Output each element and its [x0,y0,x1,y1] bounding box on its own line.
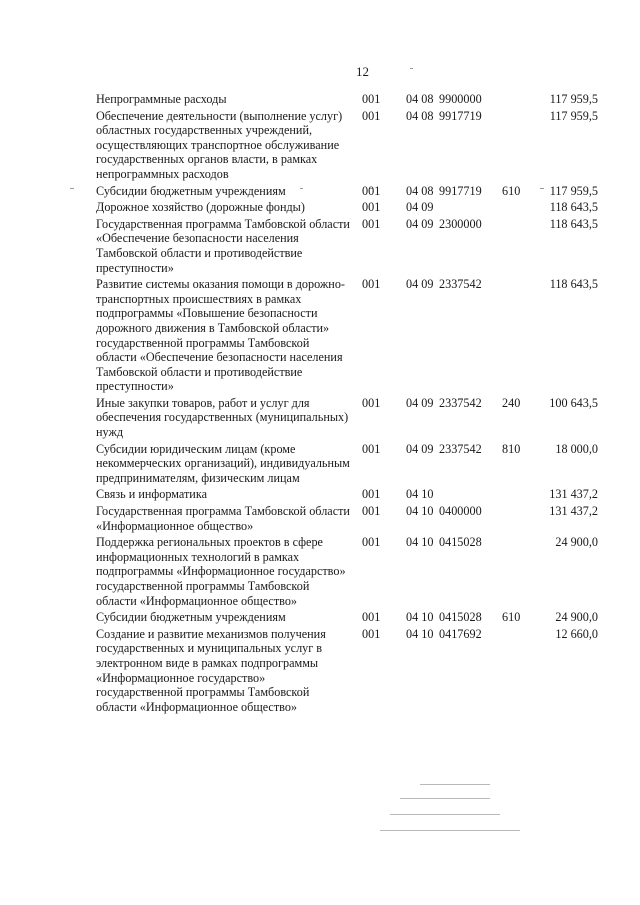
row-name: Государственная программа Тамбовской области «Обеспечение безопасности населения Тамбовской области и противодействие преступности» [96,216,350,275]
page-number: 12 [356,64,369,79]
target-article-code: 0415028 [439,610,482,625]
section-code: 04 09 [406,200,434,215]
row-name: Создание и развитие механизмов получения государственных и муниципальных услуг в электронном виде в рамках подпрограммы «Информационное государство» государственной программы Тамбовской области «Информационное общество» [96,626,326,714]
row-name: Развитие системы оказания помощи в дорожно-транспортных происшествиях в рамках подпрограммы «Повышение безопасности дорожного движения в Тамбовской области» государственной программы Тамбовской области «Обеспечение безопасности населения Тамбовской области и противодействие преступности» [96,277,345,394]
target-article-code: 0417692 [439,626,482,641]
amount: 118 643,5 [549,200,598,215]
faint-stamp-marks [380,780,530,840]
table-row [96,200,616,217]
row-name: Обеспечение деятельности (выполнение услуг) областных государственных учреждений, осуществляющих транспортное обслуживание государственных органов власти, в рамках непрограммных расходов [96,108,343,181]
expense-type-code: 610 [502,610,521,625]
ministry-code: 001 [362,626,381,641]
target-article-code: 9917719 [439,183,482,198]
section-code: 04 08 [406,108,434,123]
scan-mark [410,68,413,69]
section-code: 04 10 [406,626,434,641]
section-code: 04 08 [406,92,434,106]
amount: 118 643,5 [549,277,598,292]
stamp-line [390,814,500,815]
ministry-code: 001 [362,183,381,198]
scan-mark [70,188,74,189]
ministry-code: 001 [362,92,381,106]
table-row [96,487,616,504]
row-name: Субсидии бюджетным учреждениям [96,610,286,625]
section-code: 04 08 [406,183,434,198]
table-row [96,109,616,184]
row-name: Поддержка региональных проектов в сфере информационных технологий в рамках подпрограммы «Информационное государство» государственной программы Тамбовской области «Информационное общество» [96,535,346,608]
amount: 131 437,2 [549,504,598,519]
expense-type-code: 610 [502,183,521,198]
table-row [96,610,616,627]
expense-type-code: 240 [502,395,521,410]
section-code: 04 10 [406,487,434,502]
ministry-code: 001 [362,610,381,625]
ministry-code: 001 [362,108,381,123]
amount: 100 643,5 [549,395,598,410]
ministry-code: 001 [362,535,381,550]
target-article-code: 2337542 [439,395,482,410]
ministry-code: 001 [362,216,381,231]
amount: 12 660,0 [555,626,598,641]
amount: 117 959,5 [549,108,598,123]
section-code: 04 10 [406,610,434,625]
stamp-line [400,798,490,799]
row-name: Субсидии бюджетным учреждениям [96,183,286,198]
table-row [96,627,616,717]
table-row [96,396,616,442]
amount: 24 900,0 [555,610,598,625]
section-code: 04 09 [406,395,434,410]
stamp-line [380,830,520,831]
stamp-line [420,784,490,785]
ministry-code: 001 [362,395,381,410]
table-row [96,442,616,488]
section-code: 04 09 [406,441,434,456]
expense-type-code: 810 [502,441,521,456]
amount: 131 437,2 [549,487,598,502]
target-article-code: 9917719 [439,108,482,123]
table-row [96,184,616,201]
amount: 117 959,5 [549,92,598,106]
table-row [96,92,616,109]
amount: 24 900,0 [555,535,598,550]
section-code: 04 09 [406,277,434,292]
row-name: Непрограммные расходы [96,92,227,106]
target-article-code: 9900000 [439,92,482,106]
ministry-code: 001 [362,504,381,519]
target-article-code: 2337542 [439,277,482,292]
table-row [96,217,616,277]
amount: 118 643,5 [549,216,598,231]
row-name: Связь и информатика [96,487,207,502]
ministry-code: 001 [362,487,381,502]
row-name: Иные закупки товаров, работ и услуг для обеспечения государственных (муниципальных) нужд [96,395,349,440]
section-code: 04 09 [406,216,434,231]
table-row [96,277,616,396]
target-article-code: 0400000 [439,504,482,519]
table-row [96,535,616,610]
target-article-code: 0415028 [439,535,482,550]
ministry-code: 001 [362,200,381,215]
row-name: Дорожное хозяйство (дорожные фонды) [96,200,305,215]
target-article-code: 2300000 [439,216,482,231]
row-name: Государственная программа Тамбовской области «Информационное общество» [96,504,350,533]
row-name: Субсидии юридическим лицам (кроме некоммерческих организаций), индивидуальным предпринимателям, физическим лицам [96,441,350,485]
budget-table [96,92,616,716]
ministry-code: 001 [362,441,381,456]
table-row [96,504,616,535]
section-code: 04 10 [406,504,434,519]
amount: 18 000,0 [555,441,598,456]
section-code: 04 10 [406,535,434,550]
target-article-code: 2337542 [439,441,482,456]
ministry-code: 001 [362,277,381,292]
amount: 117 959,5 [549,183,598,198]
